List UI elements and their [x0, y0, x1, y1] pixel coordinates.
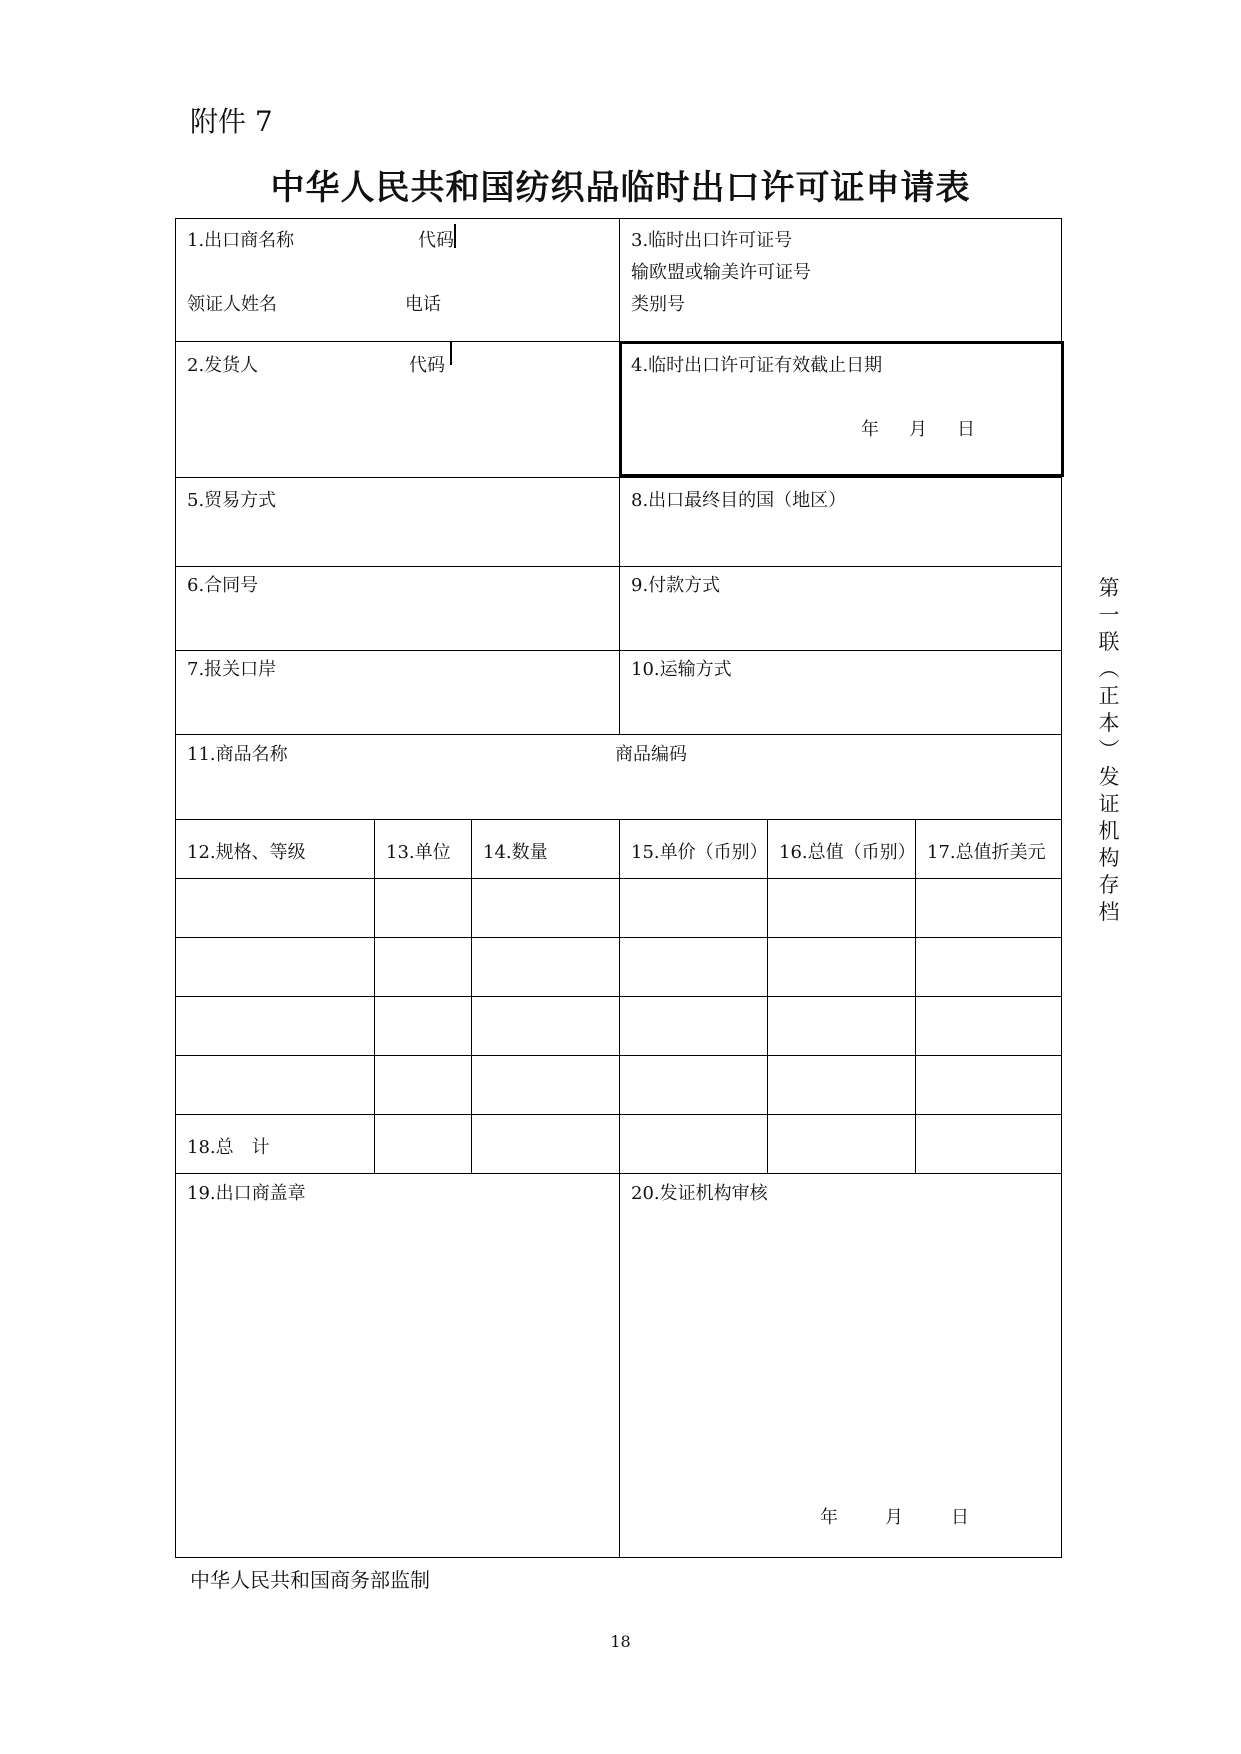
column-divider [767, 819, 768, 1173]
col-total-value: 16.总值（币别） [779, 842, 916, 863]
total-label: 18.总 计 [187, 1137, 270, 1158]
copy-designation-note: 第 一 联 ︵ 正 本 ︶ 发 证 机 构 存 档 [1098, 576, 1120, 924]
payment-label: 9.付款方式 [631, 575, 721, 596]
expiry-month-label: 月 [909, 419, 927, 440]
supervisor-footer: 中华人民共和国商务部监制 [190, 1568, 430, 1592]
text-cursor [454, 224, 456, 248]
col-quantity: 14.数量 [483, 842, 548, 863]
column-divider [619, 819, 620, 1558]
goods-name-label: 11.商品名称 [187, 744, 288, 765]
transport-label: 10.运输方式 [631, 659, 732, 680]
page-number: 18 [610, 1632, 631, 1651]
trade-mode-label: 5.贸易方式 [187, 490, 277, 511]
authority-review-label: 20.发证机构审核 [631, 1183, 768, 1204]
column-divider [915, 819, 916, 1173]
temp-license-no-label: 3.临时出口许可证号 [631, 230, 793, 251]
contract-no-label: 6.合同号 [187, 575, 259, 596]
category-no-label: 类别号 [631, 294, 685, 315]
consignor-code-label: 代码 [409, 355, 445, 376]
review-month-label: 月 [885, 1507, 903, 1528]
exporter-code-label: 代码 [418, 230, 454, 251]
consignor-label: 2.发货人 [187, 355, 259, 376]
destination-label: 8.出口最终目的国（地区） [631, 490, 847, 511]
column-divider [471, 819, 472, 1173]
col-total-usd: 17.总值折美元 [927, 842, 1046, 863]
col-unit-price: 15.单价（币别） [631, 842, 768, 863]
customs-port-label: 7.报关口岸 [187, 659, 277, 680]
phone-label: 电话 [405, 294, 441, 315]
review-year-label: 年 [820, 1507, 838, 1528]
column-divider [374, 819, 375, 1173]
page-title: 中华人民共和国纺织品临时出口许可证申请表 [270, 168, 971, 208]
exporter-name-label: 1.出口商名称 [187, 230, 295, 251]
col-spec-grade: 12.规格、等级 [187, 842, 306, 863]
row-divider [175, 734, 1062, 735]
eu-us-license-no-label: 输欧盟或输美许可证号 [631, 262, 811, 283]
goods-code-label: 商品编码 [615, 744, 687, 765]
exporter-seal-label: 19.出口商盖章 [187, 1183, 306, 1204]
expiry-year-label: 年 [861, 419, 879, 440]
col-unit: 13.单位 [386, 842, 451, 863]
applicant-name-label: 领证人姓名 [187, 294, 277, 315]
attachment-label: 附件 7 [190, 105, 273, 138]
expiry-day-label: 日 [957, 419, 975, 440]
expiry-date-label: 4.临时出口许可证有效截止日期 [631, 355, 883, 376]
review-day-label: 日 [951, 1507, 969, 1528]
text-cursor [450, 341, 452, 365]
